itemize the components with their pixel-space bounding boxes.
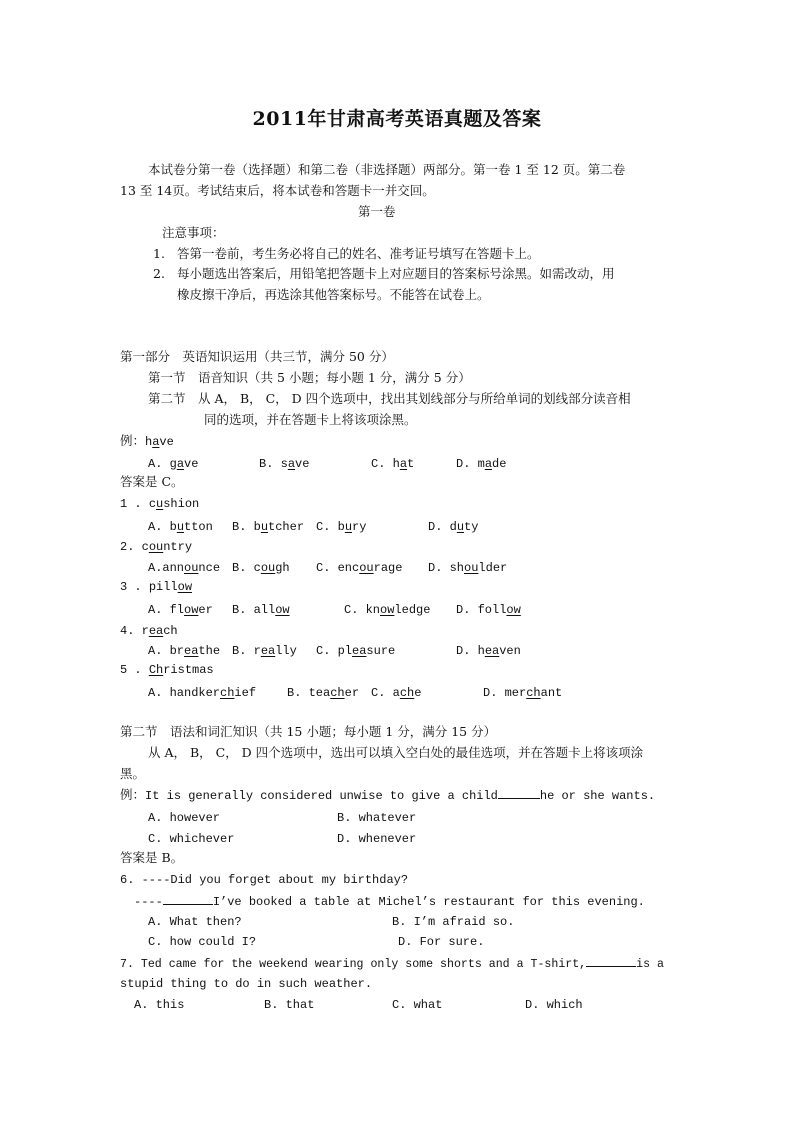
note-1-text: 答第一卷前，考生务必将自己的姓名、准考证号填写在答题卡上。 — [177, 246, 540, 261]
phonetics-example-option-a: A. gave — [148, 457, 199, 471]
phonetics-example-option-b: B. save — [259, 457, 310, 471]
grammar-example-stem: 例：It is generally considered unwise to give a child he or she wants. — [120, 787, 656, 803]
question-2-word: 2. country — [120, 540, 193, 554]
question-1-option-b: B. butcher — [232, 520, 305, 534]
question-4-option-b: B. really — [232, 644, 297, 658]
section1-heading: 第一节 语音知识（共 5 小题；每小题 1 分，满分 5 分） — [148, 370, 471, 385]
question-1-option-d: D. duty — [428, 520, 479, 534]
question-4-option-d: D. heaven — [456, 644, 521, 658]
phonetics-example-option-d: D. made — [456, 457, 507, 471]
note-2-number: 2. — [153, 266, 165, 281]
question-3-option-c: C. knowledge — [344, 603, 431, 617]
question-5-option-d: D. merchant — [483, 686, 563, 700]
intro-line-1: 本试卷分第一卷（选择题）和第二卷（非选择题）两部分。第一卷 1 至 12 页。第二卷 — [148, 162, 626, 177]
question-2-option-b: B. cough — [232, 561, 290, 575]
question-7-option-a: A. this — [134, 998, 185, 1012]
question-4-word: 4. reach — [120, 624, 178, 638]
question-2-option-a: A.announce — [148, 561, 221, 575]
question-6-option-d: D. For sure. — [398, 935, 485, 949]
question-5-option-b: B. teacher — [287, 686, 360, 700]
question-3-option-a: A. flower — [148, 603, 213, 617]
question-7-line-2: stupid thing to do in such weather. — [120, 977, 373, 991]
section1-instruction-a: 第二节 从 A， B， C， D 四个选项中，找出其划线部分与所给单词的划线部分读音相 — [148, 391, 631, 406]
notes-heading: 注意事项： — [162, 225, 225, 240]
grammar-example-option-c: C. whichever — [148, 832, 235, 846]
section1-instruction-b: 同的选项，并在答题卡上将该项涂黑。 — [204, 412, 417, 427]
section2-heading: 第二节 语法和词汇知识（共 15 小题；每小题 1 分，满分 15 分） — [120, 724, 497, 739]
question-6-line-2: ---- I’ve booked a table at Michel’s restaurant for this evening. — [134, 895, 645, 909]
question-6-option-b: B. I’m afraid so. — [392, 915, 515, 929]
question-3-option-b: B. allow — [232, 603, 290, 617]
question-6-option-c: C. how could I? — [148, 935, 257, 949]
section2-instruction-a: 从 A， B， C， D 四个选项中，选出可以填入空白处的最佳选项，并在答题卡上将该项涂 — [148, 745, 644, 760]
answer-blank — [586, 955, 636, 967]
note-2-text-a: 每小题选出答案后，用铅笔把答题卡上对应题目的答案标号涂黑。如需改动，用 — [177, 266, 615, 281]
note-2-text-b: 橡皮擦干净后，再选涂其他答案标号。不能答在试卷上。 — [177, 287, 490, 302]
phonetics-example-option-c: C. hat — [371, 457, 415, 471]
page-title: 2011年甘肃高考英语真题及答案 — [252, 108, 542, 130]
question-1-option-a: A. button — [148, 520, 213, 534]
note-1-number: 1. — [153, 246, 165, 261]
question-7-option-d: D. which — [525, 998, 583, 1012]
question-5-option-c: C. ache — [371, 686, 422, 700]
question-1-option-c: C. bury — [316, 520, 367, 534]
question-7-line-1: 7. Ted came for the weekend wearing only some shorts and a T-shirt, is a — [120, 955, 664, 973]
question-6-line-1: 6. ----Did you forget about my birthday? — [120, 873, 409, 887]
question-6-option-a: A. What then? — [148, 915, 242, 929]
part1-heading: 第一部分 英语知识运用（共三节，满分 50 分） — [120, 349, 394, 364]
question-3-option-d: D. follow — [456, 603, 521, 617]
question-1-word: 1 . cushion — [120, 497, 200, 511]
answer-blank — [163, 893, 213, 905]
answer-blank — [498, 787, 540, 799]
grammar-example-answer: 答案是 B。 — [120, 850, 184, 865]
grammar-example-option-d: D. whenever — [337, 832, 417, 846]
question-2-option-c: C. encourage — [316, 561, 403, 575]
question-5-option-a: A. handkerchief — [148, 686, 257, 700]
question-3-word: 3 . pillow — [120, 580, 193, 594]
grammar-example-option-b: B. whatever — [337, 811, 417, 825]
phonetics-example-answer: 答案是 C。 — [120, 474, 184, 489]
grammar-example-option-a: A. however — [148, 811, 221, 825]
section2-instruction-b: 黑。 — [120, 766, 146, 781]
question-4-option-a: A. breathe — [148, 644, 221, 658]
question-7-option-b: B. that — [264, 998, 315, 1012]
phonetics-example-word: 例：have — [120, 433, 174, 449]
question-4-option-c: C. pleasure — [316, 644, 396, 658]
volume-heading: 第一卷 — [358, 204, 396, 219]
question-7-option-c: C. what — [392, 998, 443, 1012]
question-5-word: 5 . Christmas — [120, 663, 214, 677]
intro-line-2: 13 至 14页。考试结束后，将本试卷和答题卡一并交回。 — [120, 183, 435, 198]
question-2-option-d: D. shoulder — [428, 561, 508, 575]
